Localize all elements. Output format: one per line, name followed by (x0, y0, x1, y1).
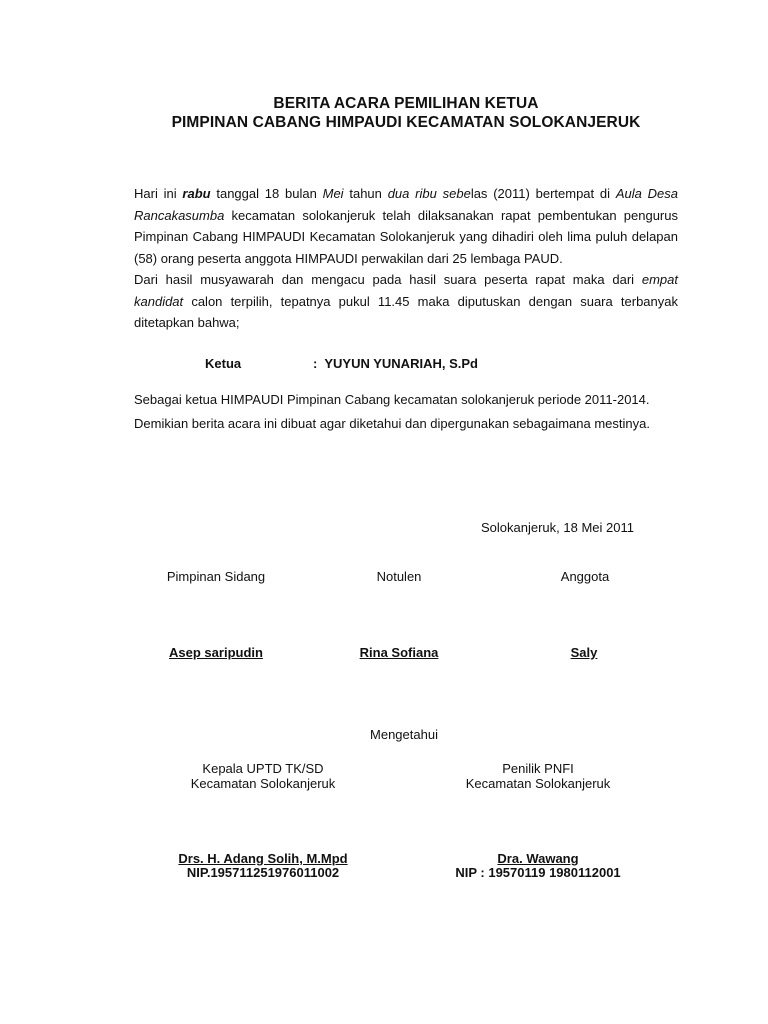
paragraph-opening (134, 183, 678, 269)
month-text: Mei (322, 186, 344, 201)
penilik-district: Kecamatan Solokanjeruk (465, 776, 611, 791)
paragraph-result (134, 269, 678, 334)
document-body-closing (134, 389, 678, 433)
pimpinan-sidang-name: Asep saripudin (169, 645, 263, 660)
penilik-name: Dra. Wawang (497, 851, 579, 866)
day-text: rabu (182, 186, 211, 201)
text-segment: Hari ini (134, 186, 183, 201)
notulen-name: Rina Sofiana (359, 645, 439, 660)
kepala-uptd-name: Drs. H. Adang Solih, M.Mpd (178, 851, 348, 866)
penilik-nip: NIP : 19570119 1980112001 (455, 865, 621, 880)
anggota-label: Anggota (560, 569, 610, 584)
ketua-name: YUYUN YUNARIAH, S.Pd (324, 356, 478, 371)
kepala-uptd-district: Kecamatan Solokanjeruk (190, 776, 336, 791)
document-title-line1: BERITA ACARA PEMILIHAN KETUA (273, 95, 539, 112)
anggota-name: Saly (570, 645, 598, 660)
ketua-value (313, 356, 478, 371)
notulen-label: Notulen (376, 569, 422, 584)
text-segment: las (2011) bertempat di (470, 186, 616, 201)
paragraph-period: Sebagai ketua HIMPAUDI Pimpinan Cabang kecamatan solokanjeruk periode 2011-2014. (134, 392, 650, 407)
place-date: Solokanjeruk, 18 Mei 2011 (481, 520, 634, 535)
ketua-label: Ketua (205, 356, 242, 371)
document-body (134, 183, 678, 334)
penilik-title: Penilik PNFI (502, 761, 574, 776)
text-segment: Dari hasil musyawarah dan mengacu pada hasil suara peserta rapat maka dari (134, 272, 642, 287)
document-title-line2: PIMPINAN CABANG HIMPAUDI KECAMATAN SOLOKANJERUK (171, 114, 641, 131)
ketua-separator: : (313, 356, 318, 371)
candidates-text: empat kandidat (134, 272, 678, 309)
venue-text: Aula Desa Rancakasumba (134, 186, 678, 223)
kepala-uptd-nip: NIP.195711251976011002 (186, 865, 340, 880)
text-segment: calon terpilih, tepatnya pukul 11.45 maka diputuskan dengan suara terbanyak ditetapkan bahwa; (134, 293, 678, 330)
mengetahui-label: Mengetahui (370, 727, 438, 742)
kepala-uptd-title: Kepala UPTD TK/SD (202, 761, 324, 776)
text-segment: kecamatan solokanjeruk telah dilaksanakan rapat pembentukan pengurus Pimpinan Cabang HIMPAUDI Kecamatan Solokanjeruk yang dihadiri oleh lima puluh delapan (58) orang peserta anggota HIMPAUDI perwakilan dari 25 lembaga PAUD. (134, 207, 678, 266)
year-text: dua ribu sebe (387, 186, 471, 201)
text-segment: tanggal 18 bulan (210, 186, 323, 201)
paragraph-closing: Demikian berita acara ini dibuat agar diketahui dan dipergunakan sebagaimana mestinya. (134, 415, 650, 431)
pimpinan-sidang-label: Pimpinan Sidang (166, 569, 266, 584)
text-segment: tahun (343, 186, 388, 201)
